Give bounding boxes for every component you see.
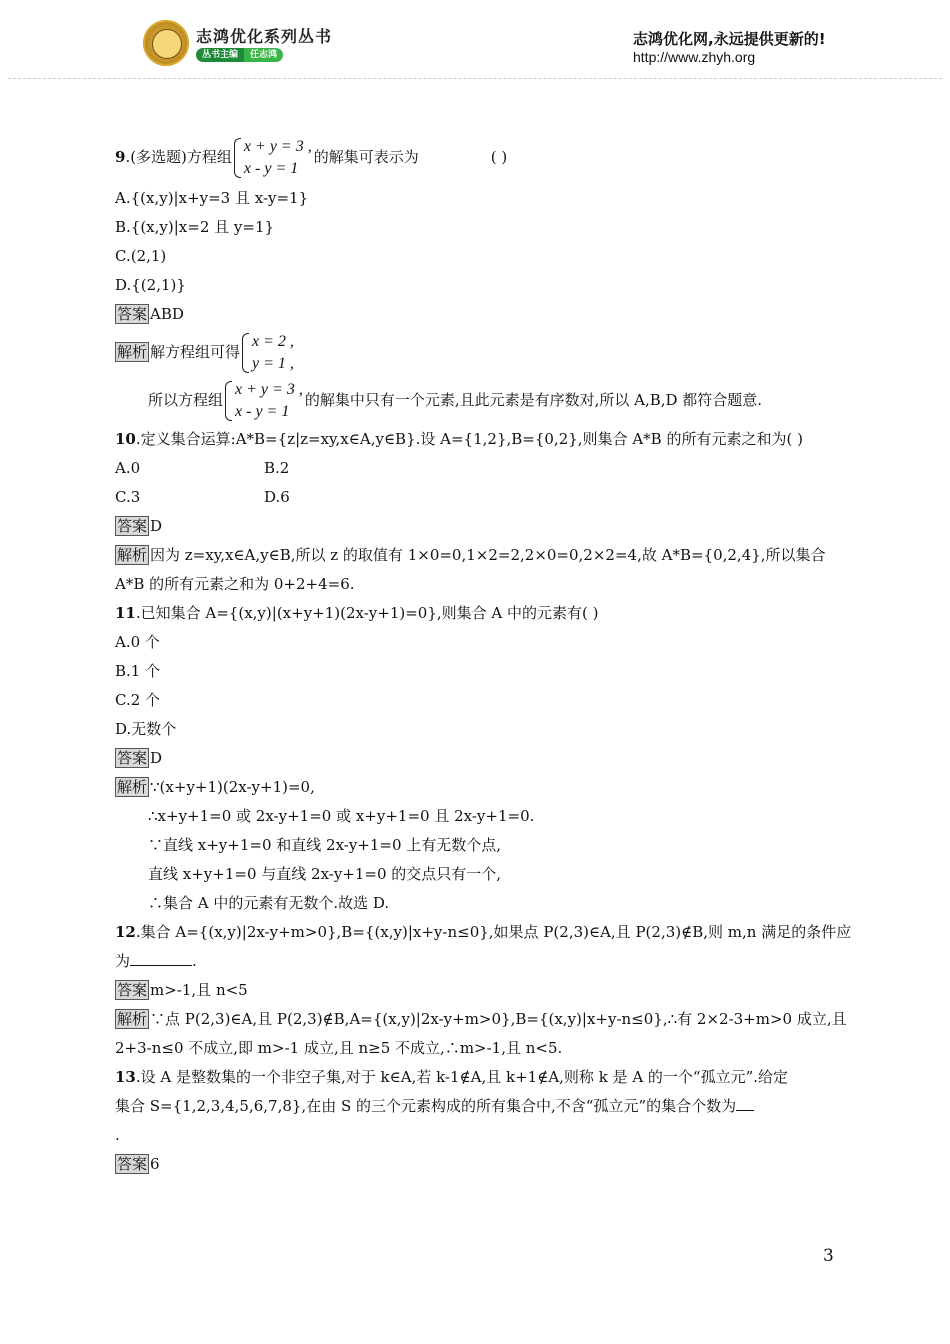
q12-stem: 12.集合 A={(x,y)|2x-y+m>0},B={(x,y)|x+y-n≤0},如果点 P(2,3)∈A,且 P(2,3)∉B,则 m,n 满足的条件应 (115, 923, 852, 941)
q11-option-d: D.无数个 (115, 720, 177, 738)
q10-answer: 答案 D (117, 517, 163, 535)
q9-option-b: B.{(x,y)|x=2 且 y=1} (115, 218, 275, 236)
q13-stem: 13.设 A 是整数集的一个非空子集,对于 k∈A,若 k-1∉A,且 k+1∉A,则称 k 是 A 的一个“孤立元”.给定 (115, 1068, 789, 1086)
q10-option-c: C.3 (115, 488, 141, 506)
answer-tag: 答案 (117, 305, 148, 323)
fill-blank[interactable] (130, 951, 192, 966)
q10-option-b: B.2 (264, 459, 290, 477)
q11-stem: 11.已知集合 A={(x,y)|(x+y+1)(2x-y+1)=0},则集合 A 中的元素有( ) (115, 604, 599, 622)
q13-answer: 答案 6 (117, 1155, 160, 1173)
q9-solution-system: x = 2 , y = 1 , (242, 331, 294, 375)
q12-analysis-cont: 2+3-n≤0 不成立,即 m>-1 成立,且 n≥5 不成立,∴m>-1,且 n<5. (115, 1039, 563, 1057)
q11-option-c: C.2 个 (115, 691, 161, 709)
editor-tag (196, 48, 283, 62)
q10-analysis: 解析 因为 z=xy,x∈A,y∈B,所以 z 的取值有 1×0=0,1×2=2,2×0=0,2×2=4,故 A*B={0,2,4},所以集合 (117, 546, 826, 564)
header-divider (8, 78, 942, 79)
series-logo (143, 20, 189, 66)
page-header (0, 0, 950, 82)
q9-stem: 9.(多选题)方程组 x + y = 3 , x - y = 1 的解集可表示为 ( ) (115, 136, 837, 174)
q11-option-a: A.0 个 (115, 633, 160, 651)
q10-option-d: D.6 (264, 488, 290, 506)
q11-analysis: 解析 ∵(x+y+1)(2x-y+1)=0, (117, 778, 315, 796)
q11-analysis-line: ∴集合 A 中的元素有无数个.故选 D. (148, 894, 390, 912)
q13-stem-end: . (115, 1126, 120, 1144)
page-number: 3 (823, 1246, 834, 1266)
q10-options-row1 (115, 454, 837, 483)
q10-options-row2 (115, 483, 837, 512)
q9-answer: 答案 ABD (117, 305, 184, 323)
q9-equation-system: x + y = 3 , x - y = 1 (234, 136, 312, 180)
q10-option-a: A.0 (115, 459, 141, 477)
q11-analysis-line: ∴x+y+1=0 或 2x-y+1=0 或 x+y+1=0 且 2x-y+1=0. (148, 807, 535, 825)
editor-label: 丛书主编 (196, 48, 244, 62)
q11-analysis-line: 直线 x+y+1=0 与直线 2x-y+1=0 的交点只有一个, (148, 865, 502, 883)
q13-stem-cont: 集合 S={1,2,3,4,5,6,7,8},在由 S 的三个元素构成的所有集合中,不含“孤立元”的集合个数为 (115, 1092, 837, 1121)
site-url[interactable]: http://www.zhyh.org (633, 49, 756, 65)
analysis-tag: 解析 (117, 343, 148, 361)
q11-option-b: B.1 个 (115, 662, 161, 680)
fill-blank[interactable] (736, 1096, 754, 1111)
series-title: 志鸿优化系列丛书 (196, 27, 333, 46)
q12-answer: 答案 m>-1,且 n<5 (117, 981, 248, 999)
q9-analysis: 解析 解方程组可得 x = 2 , y = 1 , (115, 329, 837, 375)
worksheet-content (115, 136, 852, 1179)
q12-stem-cont: 为 . (115, 952, 197, 970)
editor-name: 任志鸿 (244, 48, 283, 62)
q12-analysis: 解析 ∵点 P(2,3)∈A,且 P(2,3)∉B,A={(x,y)|2x-y+m>0},B={(x,y)|x+y-n≤0},∴有 2×2-3+m>0 成立,且 (117, 1010, 847, 1028)
answer-paren: ( ) (490, 148, 508, 166)
q10-analysis-cont: A*B 的所有元素之和为 0+2+4=6. (115, 575, 355, 593)
q9-option-c: C.(2,1) (115, 247, 167, 265)
site-slogan: 志鸿优化网,永远提供更新的! (633, 30, 826, 48)
q9-analysis-system: x + y = 3 , x - y = 1 (225, 379, 303, 423)
q10-stem: 10.定义集合运算:A*B={z|z=xy,x∈A,y∈B}.设 A={1,2},B={0,2},则集合 A*B 的所有元素之和为( ) (115, 430, 803, 448)
q11-answer: 答案 D (117, 749, 163, 767)
q9-option-a: A.{(x,y)|x+y=3 且 x-y=1} (115, 189, 309, 207)
q11-analysis-line: ∵直线 x+y+1=0 和直线 2x-y+1=0 上有无数个点, (148, 836, 502, 854)
q9-analysis-cont: 所以方程组 x + y = 3 , x - y = 1 的解集中只有一个元素,且此元素是有序数对,所以 A,B,D 都符合题意. (115, 375, 837, 425)
q9-option-d: D.{(2,1)} (115, 276, 186, 294)
